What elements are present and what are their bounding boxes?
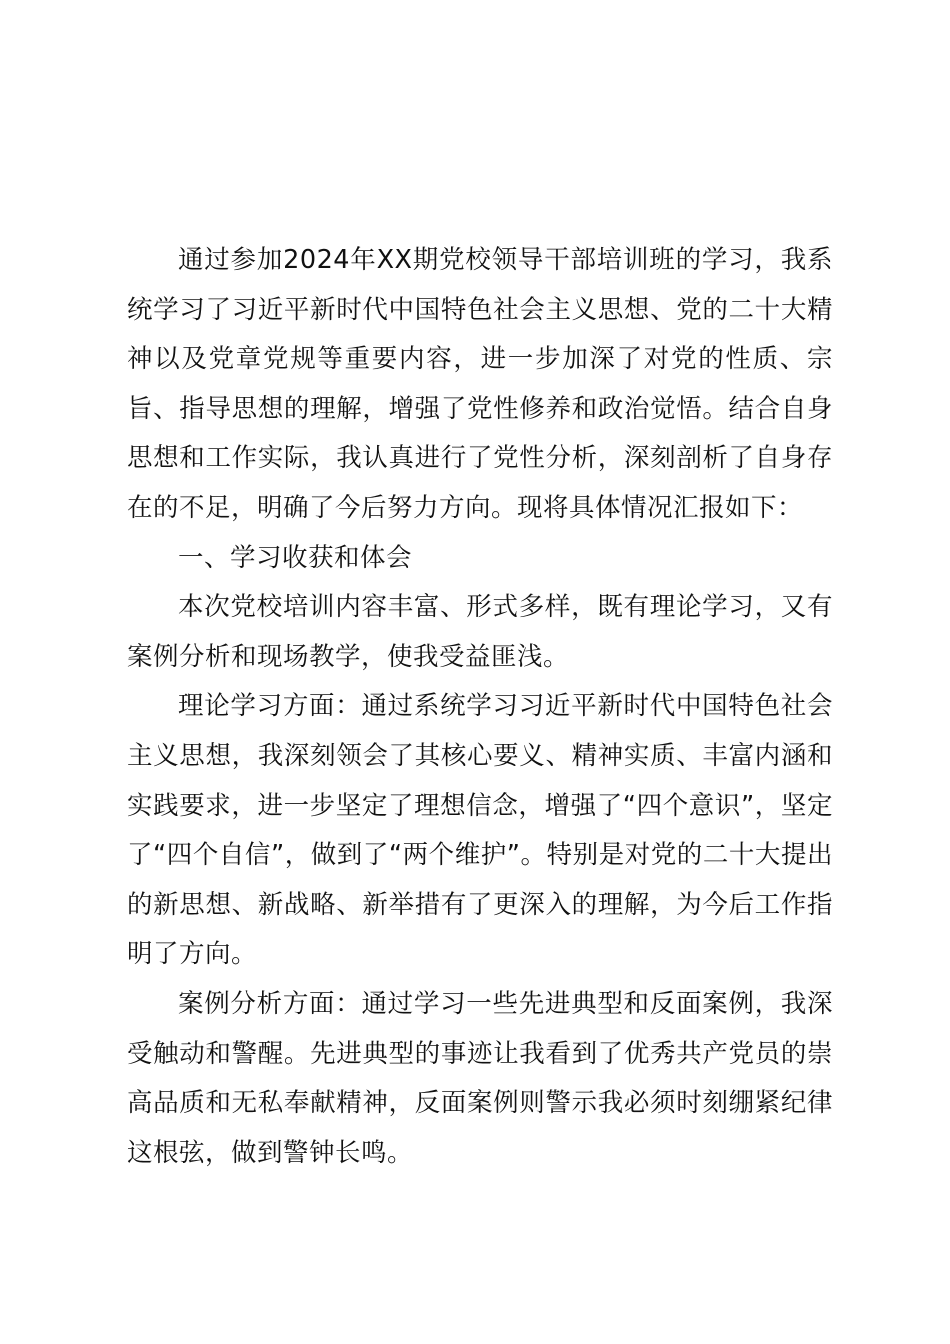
training-overview-paragraph: 本次党校培训内容丰富、形式多样，既有理论学习，又有案例分析和现场教学，使我受益匪浅。 <box>127 592 833 672</box>
theory-study-paragraph: 理论学习方面：通过系统学习习近平新时代中国特色社会主义思想，我深刻领会了其核心要义、精神实质、丰富内涵和实践要求，进一步坚定了理想信念，增强了“四个意识”，坚定了“四个自信”，做到了“两个维护”。特别是对党的二十大提出的新思想、新战略、新举措有了更深入的理解，为今后工作指明了方向。 <box>127 691 833 970</box>
case-analysis-paragraph: 案例分析方面：通过学习一些先进典型和反面案例，我深受触动和警醒。先进典型的事迹让我看到了优秀共产党员的崇高品质和无私奉献精神，反面案例则警示我必须时刻绷紧纪律这根弦，做到警钟长鸣。 <box>127 988 833 1168</box>
section-heading-learning-gains: 一、学习收获和体会 <box>178 542 413 573</box>
intro-paragraph: 通过参加2024年XX期党校领导干部培训班的学习，我系统学习了习近平新时代中国特色社会主义思想、党的二十大精神以及党章党规等重要内容，进一步加深了对党的性质、宗旨、指导思想的理解，增强了党性修养和政治觉悟。结合自身思想和工作实际，我认真进行了党性分析，深刻剖析了自身存在的不足，明确了今后努力方向。现将具体情况汇报如下： <box>127 245 833 523</box>
document-body <box>127 236 833 1178</box>
